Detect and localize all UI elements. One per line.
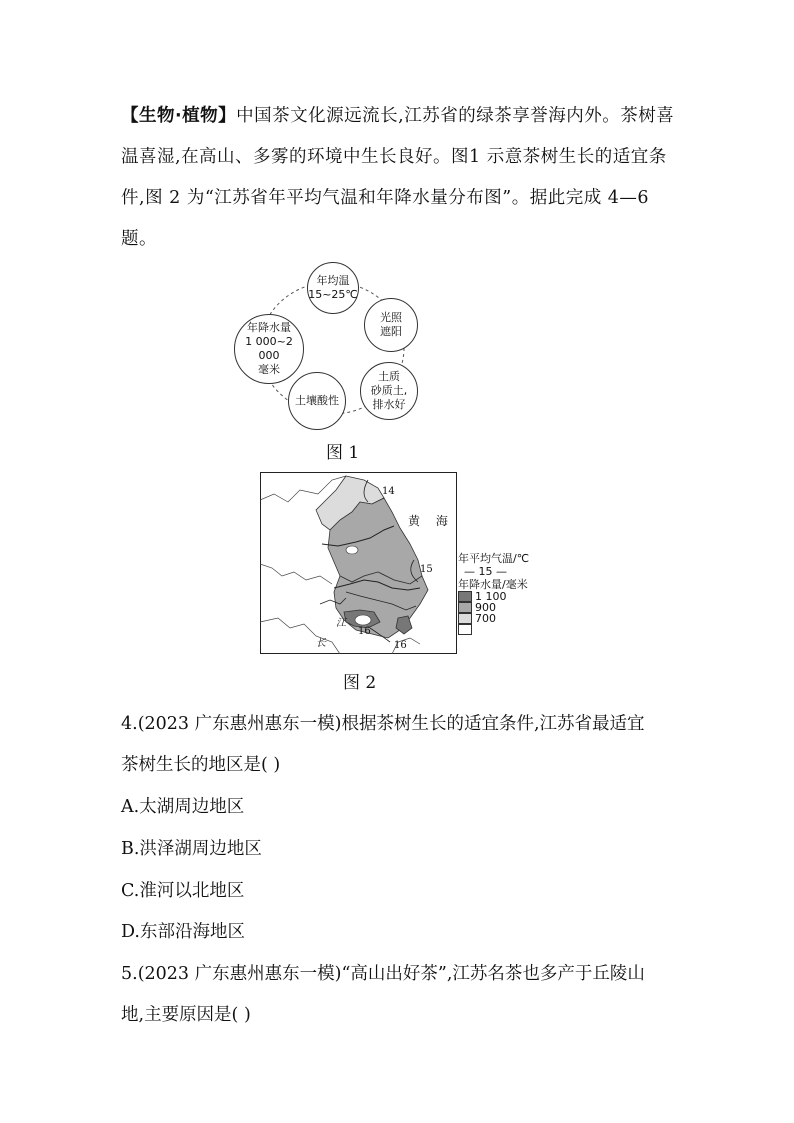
question-5-stem-1: 5.(2023 广东惠州惠东一模)“高山出好茶”,江苏名茶也多产于丘陵山 <box>121 964 645 984</box>
question-4-option-b: B.洪泽湖周边地区 <box>121 839 262 859</box>
node-acid-soil: 土壤酸性 <box>288 372 346 430</box>
node-temperature: 年均温 15~25℃ <box>307 262 359 314</box>
legend-item <box>458 613 529 624</box>
legend-swatch <box>458 624 472 635</box>
isotherm-16-west: 16 <box>358 626 371 637</box>
question-4-option-c: C.淮河以北地区 <box>121 881 245 901</box>
isotherm-15: 15 <box>420 564 433 575</box>
river-label-jiang: 江 <box>336 618 346 629</box>
intro-tag: 【生物·植物】 <box>121 106 237 126</box>
node-rainfall: 年降水量 1 000~2 000 毫米 <box>234 314 304 384</box>
sea-label: 黄 海 <box>408 514 454 528</box>
intro-paragraph <box>121 96 681 260</box>
question-4-option-d: D.东部沿海地区 <box>121 922 245 942</box>
figure-2-map <box>260 472 457 654</box>
intro-text: 中国茶文化源远流长,江苏省的绿茶享誉海内外。茶树喜温喜湿,在高山、多雾的环境中生长良好。图1 示意茶树生长的适宜条件,图 2 为“江苏省年平均气温和年降水量分布图”。据此完成 4—6 题。 <box>121 106 675 249</box>
legend-title: 年平均气温/℃ <box>458 552 530 565</box>
question-4-option-a: A.太湖周边地区 <box>121 797 245 817</box>
legend-item <box>458 624 529 635</box>
legend-swatch <box>458 591 472 602</box>
isotherm-16-east: 16 <box>394 640 407 651</box>
map-legend <box>458 552 529 635</box>
figure-1-caption: 图 1 <box>326 443 360 463</box>
node-light: 光照 遮阳 <box>364 298 418 352</box>
figure-1-diagram <box>232 262 432 432</box>
legend-label: 700 <box>475 612 496 625</box>
figure-2-caption: 图 2 <box>343 673 377 693</box>
legend-swatch <box>458 613 472 624</box>
legend-isotherm: — 15 — <box>464 565 507 578</box>
legend-subtitle: 年降水量/毫米 <box>458 578 528 591</box>
legend-label: 900 <box>475 601 496 614</box>
river-label-chang: 长 <box>316 638 326 649</box>
isotherm-14: 14 <box>382 486 395 497</box>
legend-rows <box>458 591 529 635</box>
question-4-stem-2: 茶树生长的地区是( ) <box>121 755 281 775</box>
legend-swatch <box>458 602 472 613</box>
node-soil: 土质 砂质土, 排水好 <box>360 362 418 420</box>
legend-label: 1 100 <box>475 590 507 603</box>
question-5-stem-2: 地,主要原因是( ) <box>121 1005 251 1025</box>
question-4-stem-1: 4.(2023 广东惠州惠东一模)根据茶树生长的适宜条件,江苏省最适宜 <box>121 714 645 734</box>
